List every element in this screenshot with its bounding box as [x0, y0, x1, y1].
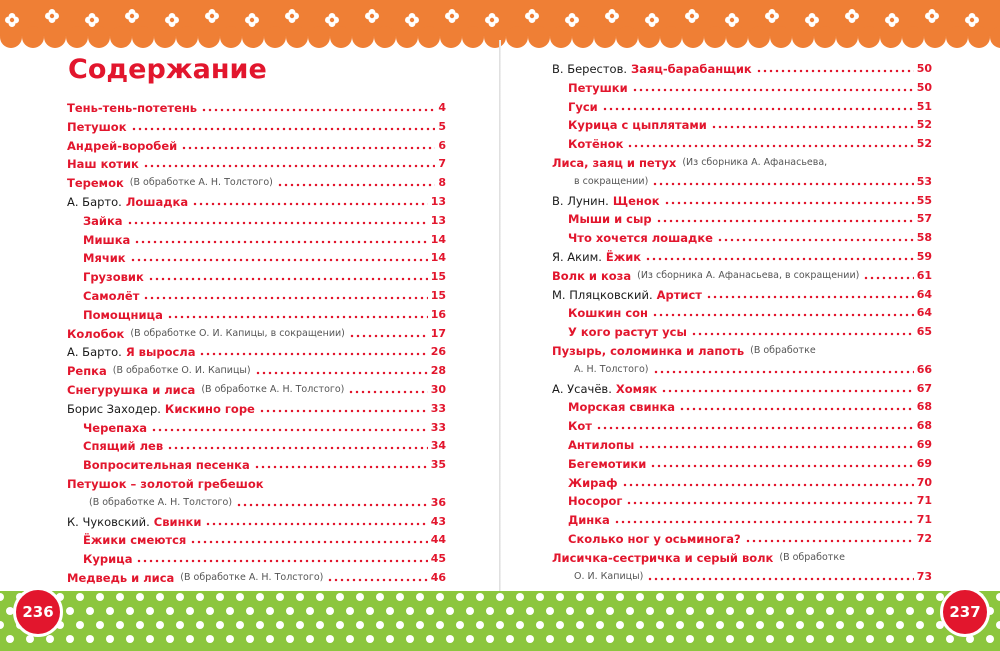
toc-entry-page: 68	[916, 419, 932, 433]
toc-entry	[568, 301, 932, 320]
toc-entry-page: 45	[430, 552, 446, 566]
toc-entry-page: 34	[430, 439, 446, 453]
toc-entry-note: (Из сборника А. Афанасьева,	[682, 157, 828, 168]
toc-entry	[568, 471, 932, 490]
toc-entry-title: Курица с цыплятами	[568, 118, 707, 133]
dot-leader	[167, 310, 428, 319]
dot-leader	[863, 271, 913, 280]
toc-entry-title: Антилопы	[568, 438, 635, 452]
toc-entry	[568, 452, 932, 471]
toc-entry-note: (Из сборника А. Афанасьева, в сокращении)	[637, 269, 860, 281]
toc-entry	[568, 527, 932, 546]
dot-leader	[602, 102, 914, 111]
toc-entry-note: (В обработке А. Н. Толстого)	[129, 177, 273, 189]
toc-entry-page: 35	[430, 458, 446, 472]
toc-entry	[568, 320, 932, 339]
toc-entry-title: Лисичка-сестричка и серый волк	[552, 550, 774, 565]
toc-entry	[83, 209, 446, 228]
toc-entry	[568, 170, 932, 189]
toc-entry-title: Теремок	[67, 176, 124, 191]
toc-entry-note: в сокращении)	[574, 175, 649, 187]
dot-leader	[131, 122, 436, 131]
toc-entry-title: Динка	[568, 513, 610, 528]
dot-leader	[653, 365, 914, 374]
dot-leader	[622, 478, 914, 487]
dot-leader	[596, 421, 914, 430]
toc-entry-page: 50	[916, 80, 932, 94]
dot-leader	[143, 291, 427, 300]
dot-leader	[632, 83, 914, 92]
toc-entry	[568, 76, 932, 95]
toc-entry-title: У кого растут усы	[568, 325, 687, 340]
toc-entry-note: (В обработке О. И. Капицы, в сокращении)	[130, 327, 345, 339]
toc-entry-author: К. Чуковский.	[67, 514, 150, 529]
toc-entry-title: Морская свинка	[568, 400, 676, 415]
toc-entry	[67, 96, 446, 115]
dot-leader	[627, 139, 913, 148]
toc-entry-page: 52	[916, 118, 932, 132]
toc-entry-page: 55	[916, 193, 932, 207]
toc-entry-page: 6	[438, 138, 446, 152]
dot-leader	[645, 252, 914, 261]
toc-entry	[67, 378, 446, 397]
dot-leader	[181, 141, 435, 150]
toc-entry-page: 61	[916, 268, 932, 282]
toc-entry-title: Жираф	[568, 475, 618, 490]
toc-entry	[67, 472, 446, 491]
toc-entry	[83, 284, 446, 303]
toc-entry-page: 58	[916, 231, 932, 245]
dot-leader	[136, 554, 427, 563]
toc-entry	[67, 190, 446, 209]
toc-entry-title: Вопросительная песенка	[83, 458, 250, 473]
dot-leader	[205, 517, 427, 526]
toc-entry-note: О. И. Капицы)	[574, 570, 644, 582]
toc-entry	[67, 152, 446, 171]
dot-leader	[647, 572, 913, 581]
toc-entry	[67, 134, 446, 153]
toc-entry-title: Носорог	[568, 494, 623, 509]
toc-entry-title: Бегемотики	[568, 456, 647, 471]
toc-entry-title: Зайка	[83, 213, 123, 228]
dot-leader	[255, 366, 428, 375]
toc-title: Содержание	[68, 54, 267, 85]
toc-entry	[568, 414, 932, 433]
dot-leader	[259, 404, 428, 413]
toc-entry-page: 15	[430, 270, 446, 284]
toc-entry-title: Артист	[656, 287, 702, 302]
toc-entry-title: Пузырь, соломинка и лапоть	[552, 344, 745, 358]
toc-entry	[67, 340, 446, 359]
dot-leader	[717, 233, 914, 242]
toc-entry-page: 50	[916, 62, 932, 75]
toc-entry	[568, 508, 932, 527]
toc-entry	[67, 171, 446, 190]
toc-entry-title: Заяц-барабанщик	[631, 62, 752, 76]
dot-leader	[348, 385, 427, 394]
dot-leader	[626, 496, 913, 505]
toc-entry-page: 68	[916, 400, 932, 414]
toc-entry	[568, 433, 932, 452]
toc-entry	[568, 113, 932, 132]
toc-entry	[83, 265, 446, 284]
toc-entry-page: 14	[430, 251, 446, 265]
toc-entry-author: Я. Аким.	[552, 250, 602, 264]
dot-leader	[652, 308, 914, 317]
toc-entry-page: 51	[916, 99, 932, 113]
toc-entry-page: 17	[430, 326, 446, 340]
toc-entry-title: Черепаха	[83, 420, 148, 435]
dot-leader	[652, 177, 913, 186]
toc-entry-page: 69	[916, 456, 932, 470]
toc-entry-title: Помощница	[83, 307, 163, 322]
toc-entry-page: 33	[430, 401, 446, 415]
toc-entry-title: Снегурушка и лиса	[67, 383, 196, 397]
dot-leader	[192, 197, 428, 206]
toc-entry-author: А. Барто.	[67, 345, 122, 360]
toc-entry	[552, 339, 932, 358]
toc-entry	[83, 547, 446, 566]
toc-entry-note: (В обработке А. Н. Толстого)	[201, 384, 345, 395]
toc-entry-title: Колобок	[67, 326, 125, 341]
dot-leader	[134, 235, 427, 244]
toc-entry-title: Гуси	[568, 99, 598, 114]
toc-entry-page: 66	[916, 362, 932, 376]
toc-entry-note: А. Н. Толстого)	[574, 363, 649, 375]
toc-entry-title: Мишка	[83, 232, 131, 247]
toc-entry-page: 4	[438, 101, 446, 114]
toc-entry-page: 65	[916, 325, 932, 339]
toc-entry	[568, 95, 932, 114]
toc-entry-title: Ёжик	[605, 250, 642, 264]
toc-entry-note: (В обработке	[779, 551, 845, 563]
toc-entry	[67, 397, 446, 416]
dot-leader	[327, 573, 427, 582]
toc-entry-page: 72	[916, 532, 932, 545]
dot-leader	[691, 327, 914, 336]
dot-leader	[349, 329, 428, 338]
toc-entry-title: Ёжики смеются	[83, 533, 187, 548]
toc-entry	[568, 489, 932, 508]
page-number-right: 237	[940, 587, 990, 637]
dot-leader	[745, 534, 914, 543]
toc-entry	[67, 322, 446, 341]
toc-entry-page: 67	[916, 381, 932, 395]
toc-entry-page: 73	[916, 569, 932, 583]
toc-entry-title: Андрей-воробей	[67, 138, 178, 153]
toc-entry-page: 57	[916, 212, 932, 226]
book-spine	[499, 40, 501, 600]
toc-entry	[83, 228, 446, 247]
toc-entry-page: 64	[916, 306, 932, 320]
toc-entry-title: Лиса, заяц и петух	[552, 156, 677, 170]
toc-entry-title: Я выросла	[125, 345, 196, 360]
toc-entry	[67, 115, 446, 134]
toc-entry-page: 7	[438, 157, 446, 171]
toc-entry-page: 71	[916, 494, 932, 508]
dot-leader	[127, 216, 428, 225]
toc-entry	[552, 189, 932, 208]
toc-entry	[67, 359, 446, 378]
toc-entry-note: (В обработке А. Н. Толстого)	[180, 572, 324, 583]
dot-leader	[199, 347, 427, 356]
dot-leader	[167, 441, 428, 450]
toc-entry	[83, 434, 446, 453]
toc-entry-page: 5	[438, 119, 446, 133]
toc-entry	[83, 528, 446, 547]
toc-entry-author: Борис Заходер.	[67, 401, 161, 416]
toc-entry-title: Грузовик	[83, 270, 144, 285]
toc-entry	[552, 546, 932, 565]
toc-entry	[568, 226, 932, 245]
toc-entry-page: 33	[430, 420, 446, 434]
dot-leader	[650, 459, 913, 468]
dot-leader	[151, 423, 428, 432]
bottom-decorative-band	[0, 591, 1000, 651]
page-number-left: 236	[13, 587, 63, 637]
toc-entry-author: В. Лунин.	[552, 193, 609, 208]
toc-entry-title: Мыши и сыр	[568, 212, 652, 227]
toc-entry-author: А. Усачёв.	[552, 381, 612, 396]
dot-leader	[711, 120, 914, 129]
dot-leader	[656, 214, 914, 223]
toc-entry-page: 59	[916, 250, 932, 263]
toc-entry-title: Петушки	[568, 80, 628, 95]
toc-entry	[568, 358, 932, 377]
toc-entry-title: Спящий лев	[83, 439, 164, 454]
toc-entry-title: Кискино горе	[164, 401, 255, 416]
toc-entry	[83, 416, 446, 435]
dot-leader	[236, 498, 428, 507]
toc-entry-page: 36	[430, 495, 446, 509]
dot-leader	[130, 253, 428, 262]
toc-entry-title: Мячик	[83, 251, 126, 266]
toc-entry	[552, 377, 932, 396]
toc-entry	[568, 132, 932, 151]
toc-entry	[67, 566, 446, 585]
toc-entry-title: Тень-тень-потетень	[67, 101, 198, 115]
toc-entry-author: А. Барто.	[67, 195, 122, 209]
toc-entry	[83, 453, 446, 472]
toc-entry-author: М. Пляцковский.	[552, 287, 653, 302]
toc-entry-title: Щенок	[612, 193, 660, 208]
toc-entry-page: 52	[916, 137, 932, 151]
toc-entry-title: Кот	[568, 419, 592, 434]
toc-entry-page: 14	[430, 232, 446, 246]
toc-entry-title: Лошадка	[125, 195, 189, 209]
dot-leader	[201, 103, 435, 112]
toc-entry-title: Курица	[83, 552, 133, 567]
toc-entry-title: Наш котик	[67, 157, 139, 172]
toc-entry	[83, 491, 446, 510]
dot-leader	[143, 159, 436, 168]
toc-entry-title: Медведь и лиса	[67, 571, 175, 585]
dot-leader	[638, 440, 913, 449]
toc-entry-page: 15	[430, 289, 446, 302]
toc-entry-title: Самолёт	[83, 289, 140, 303]
toc-entry	[552, 245, 932, 264]
toc-entry-title: Что хочется лошадке	[568, 231, 713, 246]
toc-entry	[552, 283, 932, 302]
toc-entry-title: Волк и коза	[552, 268, 632, 283]
dot-leader	[664, 196, 914, 205]
toc-entry-title: Сколько ног у осьминога?	[568, 532, 741, 546]
toc-entry	[552, 151, 932, 170]
toc-entry-page: 13	[430, 195, 446, 208]
toc-entry-author: В. Берестов.	[552, 62, 628, 76]
dot-leader	[148, 272, 428, 281]
dot-leader	[614, 515, 914, 524]
dot-leader	[190, 535, 427, 544]
toc-entry-page: 28	[430, 364, 446, 378]
toc-entry-page: 8	[438, 176, 446, 190]
dot-leader	[679, 402, 914, 411]
toc-entry-page: 43	[430, 514, 446, 528]
toc-entry-page: 69	[916, 438, 932, 451]
dot-leader	[277, 178, 436, 187]
toc-entry-page: 30	[430, 383, 446, 396]
toc-entry-page: 13	[430, 213, 446, 227]
toc-entry-page: 26	[430, 345, 446, 359]
toc-entry-page: 44	[430, 533, 446, 547]
toc-entry	[67, 510, 446, 529]
toc-entry-note: (В обработке	[750, 345, 816, 356]
toc-entry-page: 53	[916, 174, 932, 188]
dot-leader	[706, 290, 914, 299]
toc-entry-page: 64	[916, 287, 932, 301]
toc-entry	[83, 246, 446, 265]
toc-entry-title: Петушок – золотой гребешок	[67, 477, 264, 491]
toc-entry-title: Петушок	[67, 119, 127, 134]
dot-leader	[254, 460, 428, 469]
toc-entry-title: Кошкин сон	[568, 306, 648, 321]
dot-leader	[756, 64, 914, 73]
toc-entry	[552, 264, 932, 283]
toc-entry	[568, 565, 932, 584]
toc-entry-title: Котёнок	[568, 137, 624, 152]
toc-entry-page: 16	[430, 307, 446, 321]
toc-entry	[552, 57, 932, 76]
toc-entry-page: 46	[430, 571, 446, 584]
toc-entry-page: 71	[916, 513, 932, 527]
toc-entry	[568, 395, 932, 414]
dot-leader	[661, 384, 913, 393]
toc-entry-title: Хомяк	[615, 381, 658, 396]
toc-entry-title: Свинки	[153, 514, 202, 529]
toc-entry-title: Репка	[67, 364, 107, 379]
toc-entry-note: (В обработке О. И. Капицы)	[112, 365, 251, 377]
toc-entry-note: (В обработке А. Н. Толстого)	[89, 496, 233, 508]
toc-entry	[568, 207, 932, 226]
toc-entry	[83, 303, 446, 322]
toc-entry-page: 70	[916, 475, 932, 489]
